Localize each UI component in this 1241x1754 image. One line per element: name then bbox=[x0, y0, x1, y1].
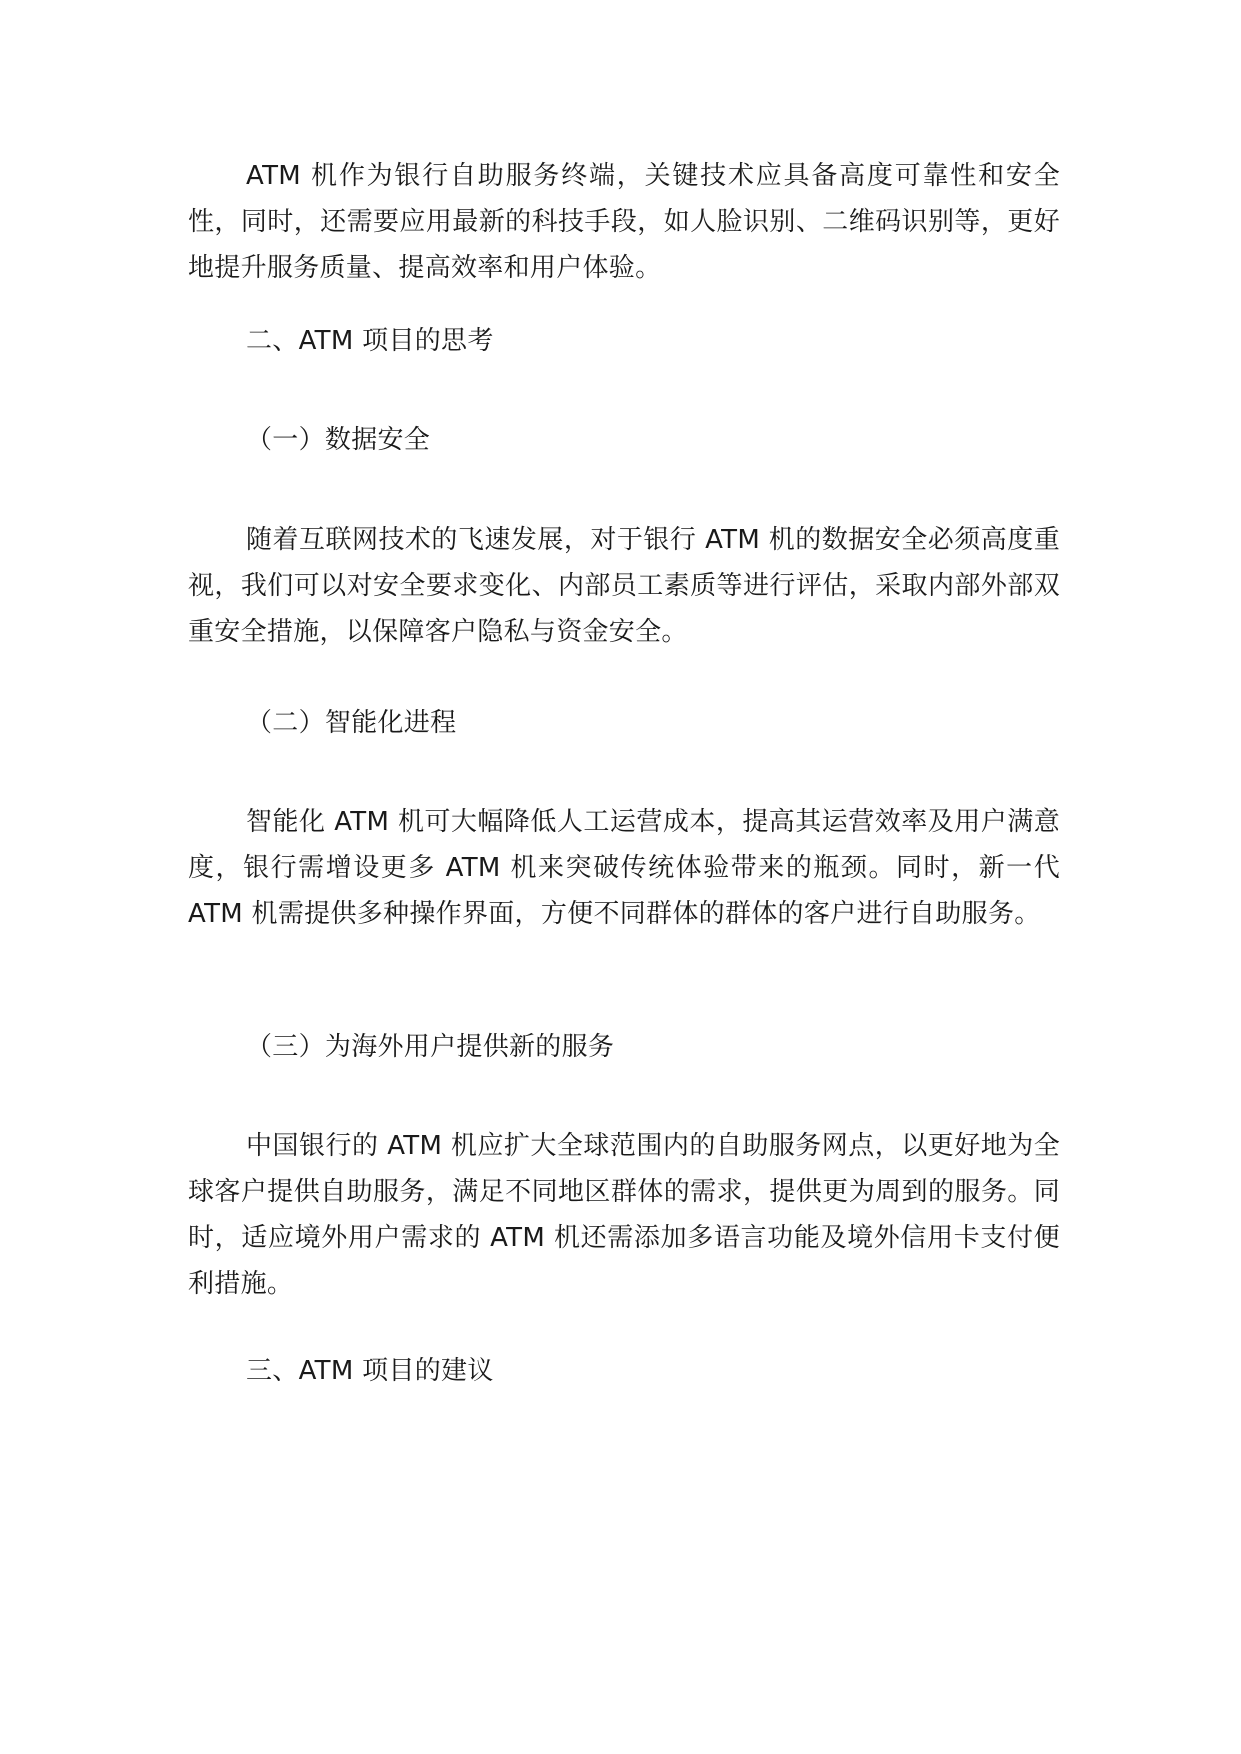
intelligence-paragraph: 智能化 ATM 机可大幅降低人工运营成本，提高其运营效率及用户满意度，银行需增设更多 ATM 机来突破传统体验带来的瓶颈。同时，新一代 ATM 机需提供多种操作界面，方便不同群体的群体的客户进行自助服务。 bbox=[188, 807, 1060, 929]
data-security-paragraph: 随着互联网技术的飞速发展，对于银行 ATM 机的数据安全必须高度重视，我们可以对安全要求变化、内部员工素质等进行评估，采取内部外部双重安全措施，以保障客户隐私与资金安全。 bbox=[188, 525, 1060, 647]
intro-paragraph: ATM 机作为银行自助服务终端，关键技术应具备高度可靠性和安全性，同时，还需要应用最新的科技手段，如人脸识别、二维码识别等，更好地提升服务质量、提高效率和用户体验。 bbox=[188, 161, 1060, 283]
section-heading-suggestions: 三、ATM 项目的建议 bbox=[246, 1356, 494, 1386]
subsection-heading-data-security: （一）数据安全 bbox=[246, 425, 431, 455]
overseas-services-paragraph: 中国银行的 ATM 机应扩大全球范围内的自助服务网点，以更好地为全球客户提供自助服务，满足不同地区群体的需求，提供更为周到的服务。同时，适应境外用户需求的 ATM 机还需添加多语言功能及境外信用卡支付便利措施。 bbox=[188, 1131, 1060, 1299]
subsection-heading-intelligence: （二）智能化进程 bbox=[246, 708, 457, 738]
section-heading-thinking: 二、ATM 项目的思考 bbox=[246, 326, 494, 356]
subsection-heading-overseas-services: （三）为海外用户提供新的服务 bbox=[246, 1032, 615, 1062]
